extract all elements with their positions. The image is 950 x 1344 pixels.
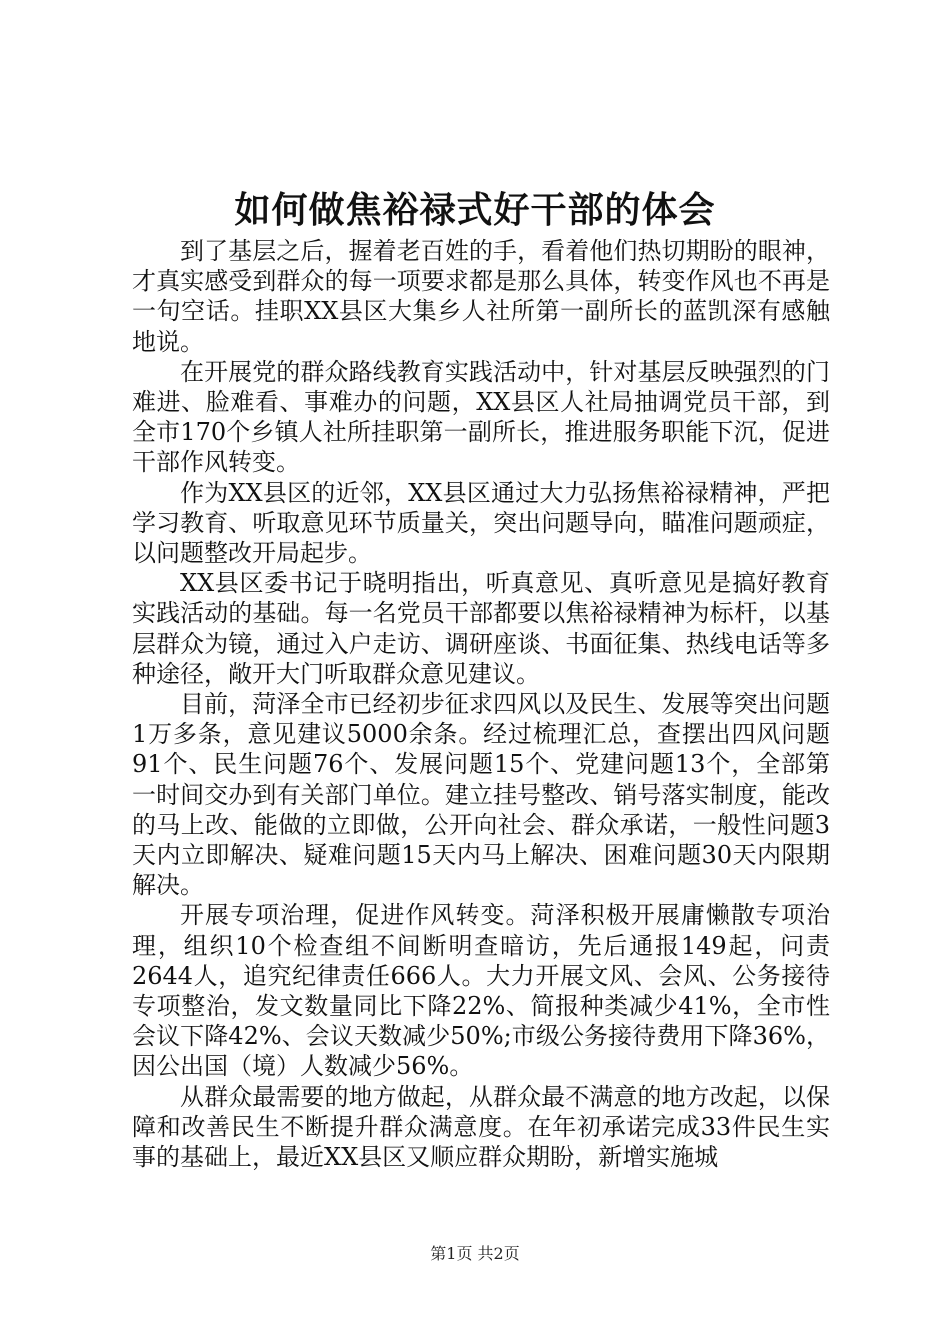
page-title: 如何做焦裕禄式好干部的体会 <box>234 189 716 231</box>
page-footer: 第1页 共2页 <box>430 1244 520 1263</box>
paragraph: 目前，菏泽全市已经初步征求四风以及民生、发展等突出问题1万多条，意见建议5000余条。经过梳理汇总，查摆出四风问题91个、民生问题76个、发展问题15个、党建问题13个，全部第一时间交办到有关部门单位。建立挂号整改、销号落实制度，能改的马上改、能做的立即做，公开向社会、群众承诺，一般性问题3天内立即解决、疑难问题15天内马上解决、困难问题30天内限期解决。 <box>132 690 830 900</box>
paragraph: 开展专项治理，促进作风转变。菏泽积极开展庸懒散专项治理，组织10个检查组不间断明查暗访，先后通报149起，问责2644人，追究纪律责任666人。大力开展文风、会风、公务接待专项整治，发文数量同比下降22%、简报种类减少41%，全市性会议下降42%、会议天数减少50%;市级公务接待费用下降36%，因公出国（境）人数减少56%。 <box>132 901 830 1081</box>
document-body <box>132 236 830 1172</box>
paragraph: XX县区委书记于晓明指出，听真意见、真听意见是搞好教育实践活动的基础。每一名党员干部都要以焦裕禄精神为标杆，以基层群众为镜，通过入户走访、调研座谈、书面征集、热线电话等多种途径，敞开大门听取群众意见建议。 <box>132 569 830 688</box>
paragraph: 到了基层之后，握着老百姓的手，看着他们热切期盼的眼神，才真实感受到群众的每一项要求都是那么具体，转变作风也不再是一句空话。挂职XX县区大集乡人社所第一副所长的蓝凯深有感触地说。 <box>132 237 830 356</box>
paragraph: 作为XX县区的近邻，XX县区通过大力弘扬焦裕禄精神，严把学习教育、听取意见环节质量关，突出问题导向，瞄准问题顽症，以问题整改开局起步。 <box>132 478 830 568</box>
paragraph: 在开展党的群众路线教育实践活动中，针对基层反映强烈的门难进、脸难看、事难办的问题，XX县区人社局抽调党员干部，到全市170个乡镇人社所挂职第一副所长，推进服务职能下沉，促进干部作风转变。 <box>132 357 830 477</box>
paragraph: 从群众最需要的地方做起，从群众最不满意的地方改起，以保障和改善民生不断提升群众满意度。在年初承诺完成33件民生实事的基础上，最近XX县区又顺应群众期盼，新增实施城 <box>132 1082 830 1172</box>
